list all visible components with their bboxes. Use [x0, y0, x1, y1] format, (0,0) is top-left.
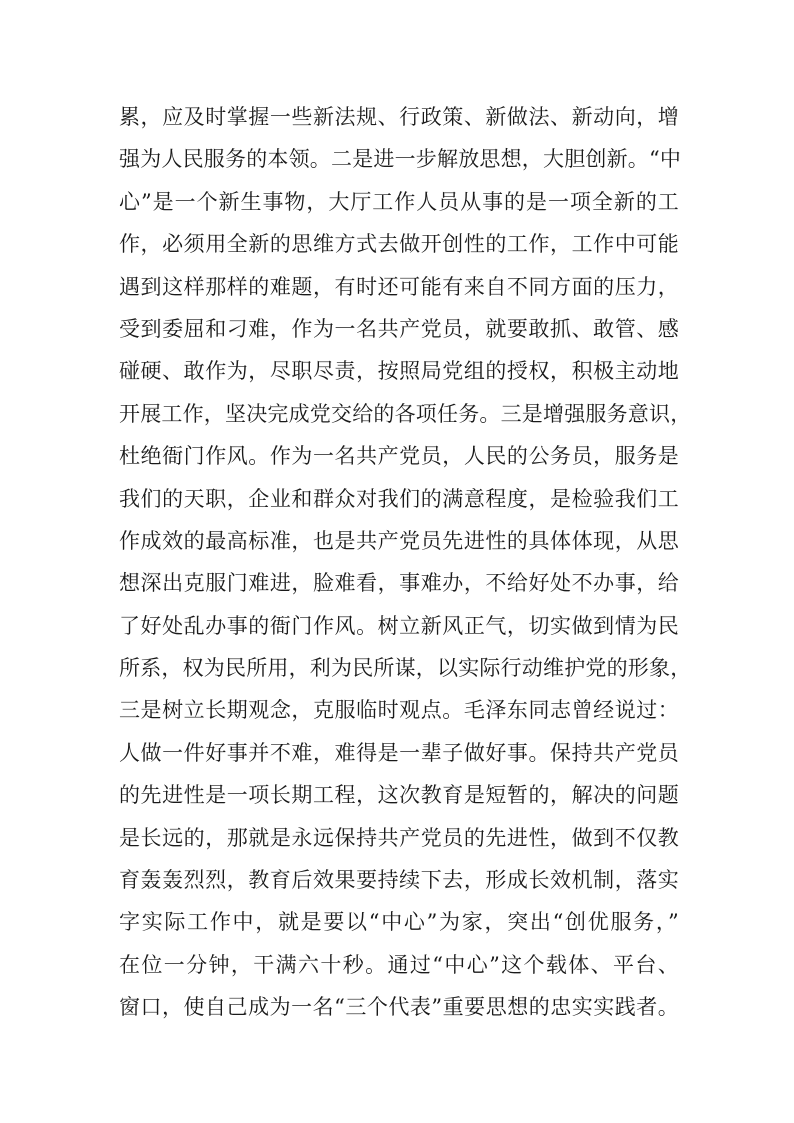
text-line: 是长远的，那就是永远保持共产党员的先进性，做到不仅教 [119, 825, 679, 850]
text-line: 作，必须用全新的思维方式去做开创性的工作，工作中可能 [119, 232, 679, 257]
text-line: 所系，权为民所用，利为民所谋，以实际行动维护党的形象， [119, 656, 692, 681]
text-line: 的先进性是一项长期工程，这次教育是短暂的，解决的问题 [119, 783, 679, 808]
text-line: 开展工作，坚决完成党交给的各项任务。三是增强服务意识， [119, 401, 692, 426]
text-line: 心”是一个新生事物，大厅工作人员从事的是一项全新的工 [119, 189, 679, 214]
text-line: 杜绝衙门作风。作为一名共产党员，人民的公务员，服务是 [119, 444, 679, 469]
text-line: 我们的天职，企业和群众对我们的满意程度，是检验我们工 [119, 486, 679, 511]
text-line: 人做一件好事并不难，难得是一辈子做好事。保持共产党员 [119, 740, 679, 765]
text-line: 受到委屈和刁难，作为一名共产党员，就要敢抓、敢管、感 [119, 316, 679, 341]
text-line: 在位一分钟，干满六十秒。通过“中心”这个载体、平台、 [119, 952, 679, 977]
text-line: 窗口，使自己成为一名“三个代表”重要思想的忠实实践者。 [119, 995, 679, 1020]
text-line: 碰硬、敢作为，尽职尽责，按照局党组的授权，积极主动地 [119, 359, 679, 384]
text-line: 字实际工作中，就是要以“中心”为家，突出“创优服务，” [119, 910, 679, 935]
text-line: 强为人民服务的本领。二是进一步解放思想，大胆创新。“中 [119, 147, 682, 172]
text-line: 遇到这样那样的难题，有时还可能有来自不同方面的压力， [119, 274, 679, 299]
text-line: 三是树立长期观念，克服临时观点。毛泽东同志曾经说过： [119, 698, 679, 723]
body-text [119, 96, 692, 1029]
text-line: 了好处乱办事的衙门作风。树立新风正气，切实做到情为民 [119, 613, 679, 638]
text-line: 累，应及时掌握一些新法规、行政策、新做法、新动向，增 [119, 105, 679, 129]
text-line: 作成效的最高标准，也是共产党员先进性的具体体现，从思 [119, 528, 679, 553]
text-line: 想深出克服门难进，脸难看，事难办，不给好处不办事，给 [119, 571, 679, 596]
text-line: 育轰轰烈烈，教育后效果要持续下去，形成长效机制，落实 [119, 868, 679, 893]
